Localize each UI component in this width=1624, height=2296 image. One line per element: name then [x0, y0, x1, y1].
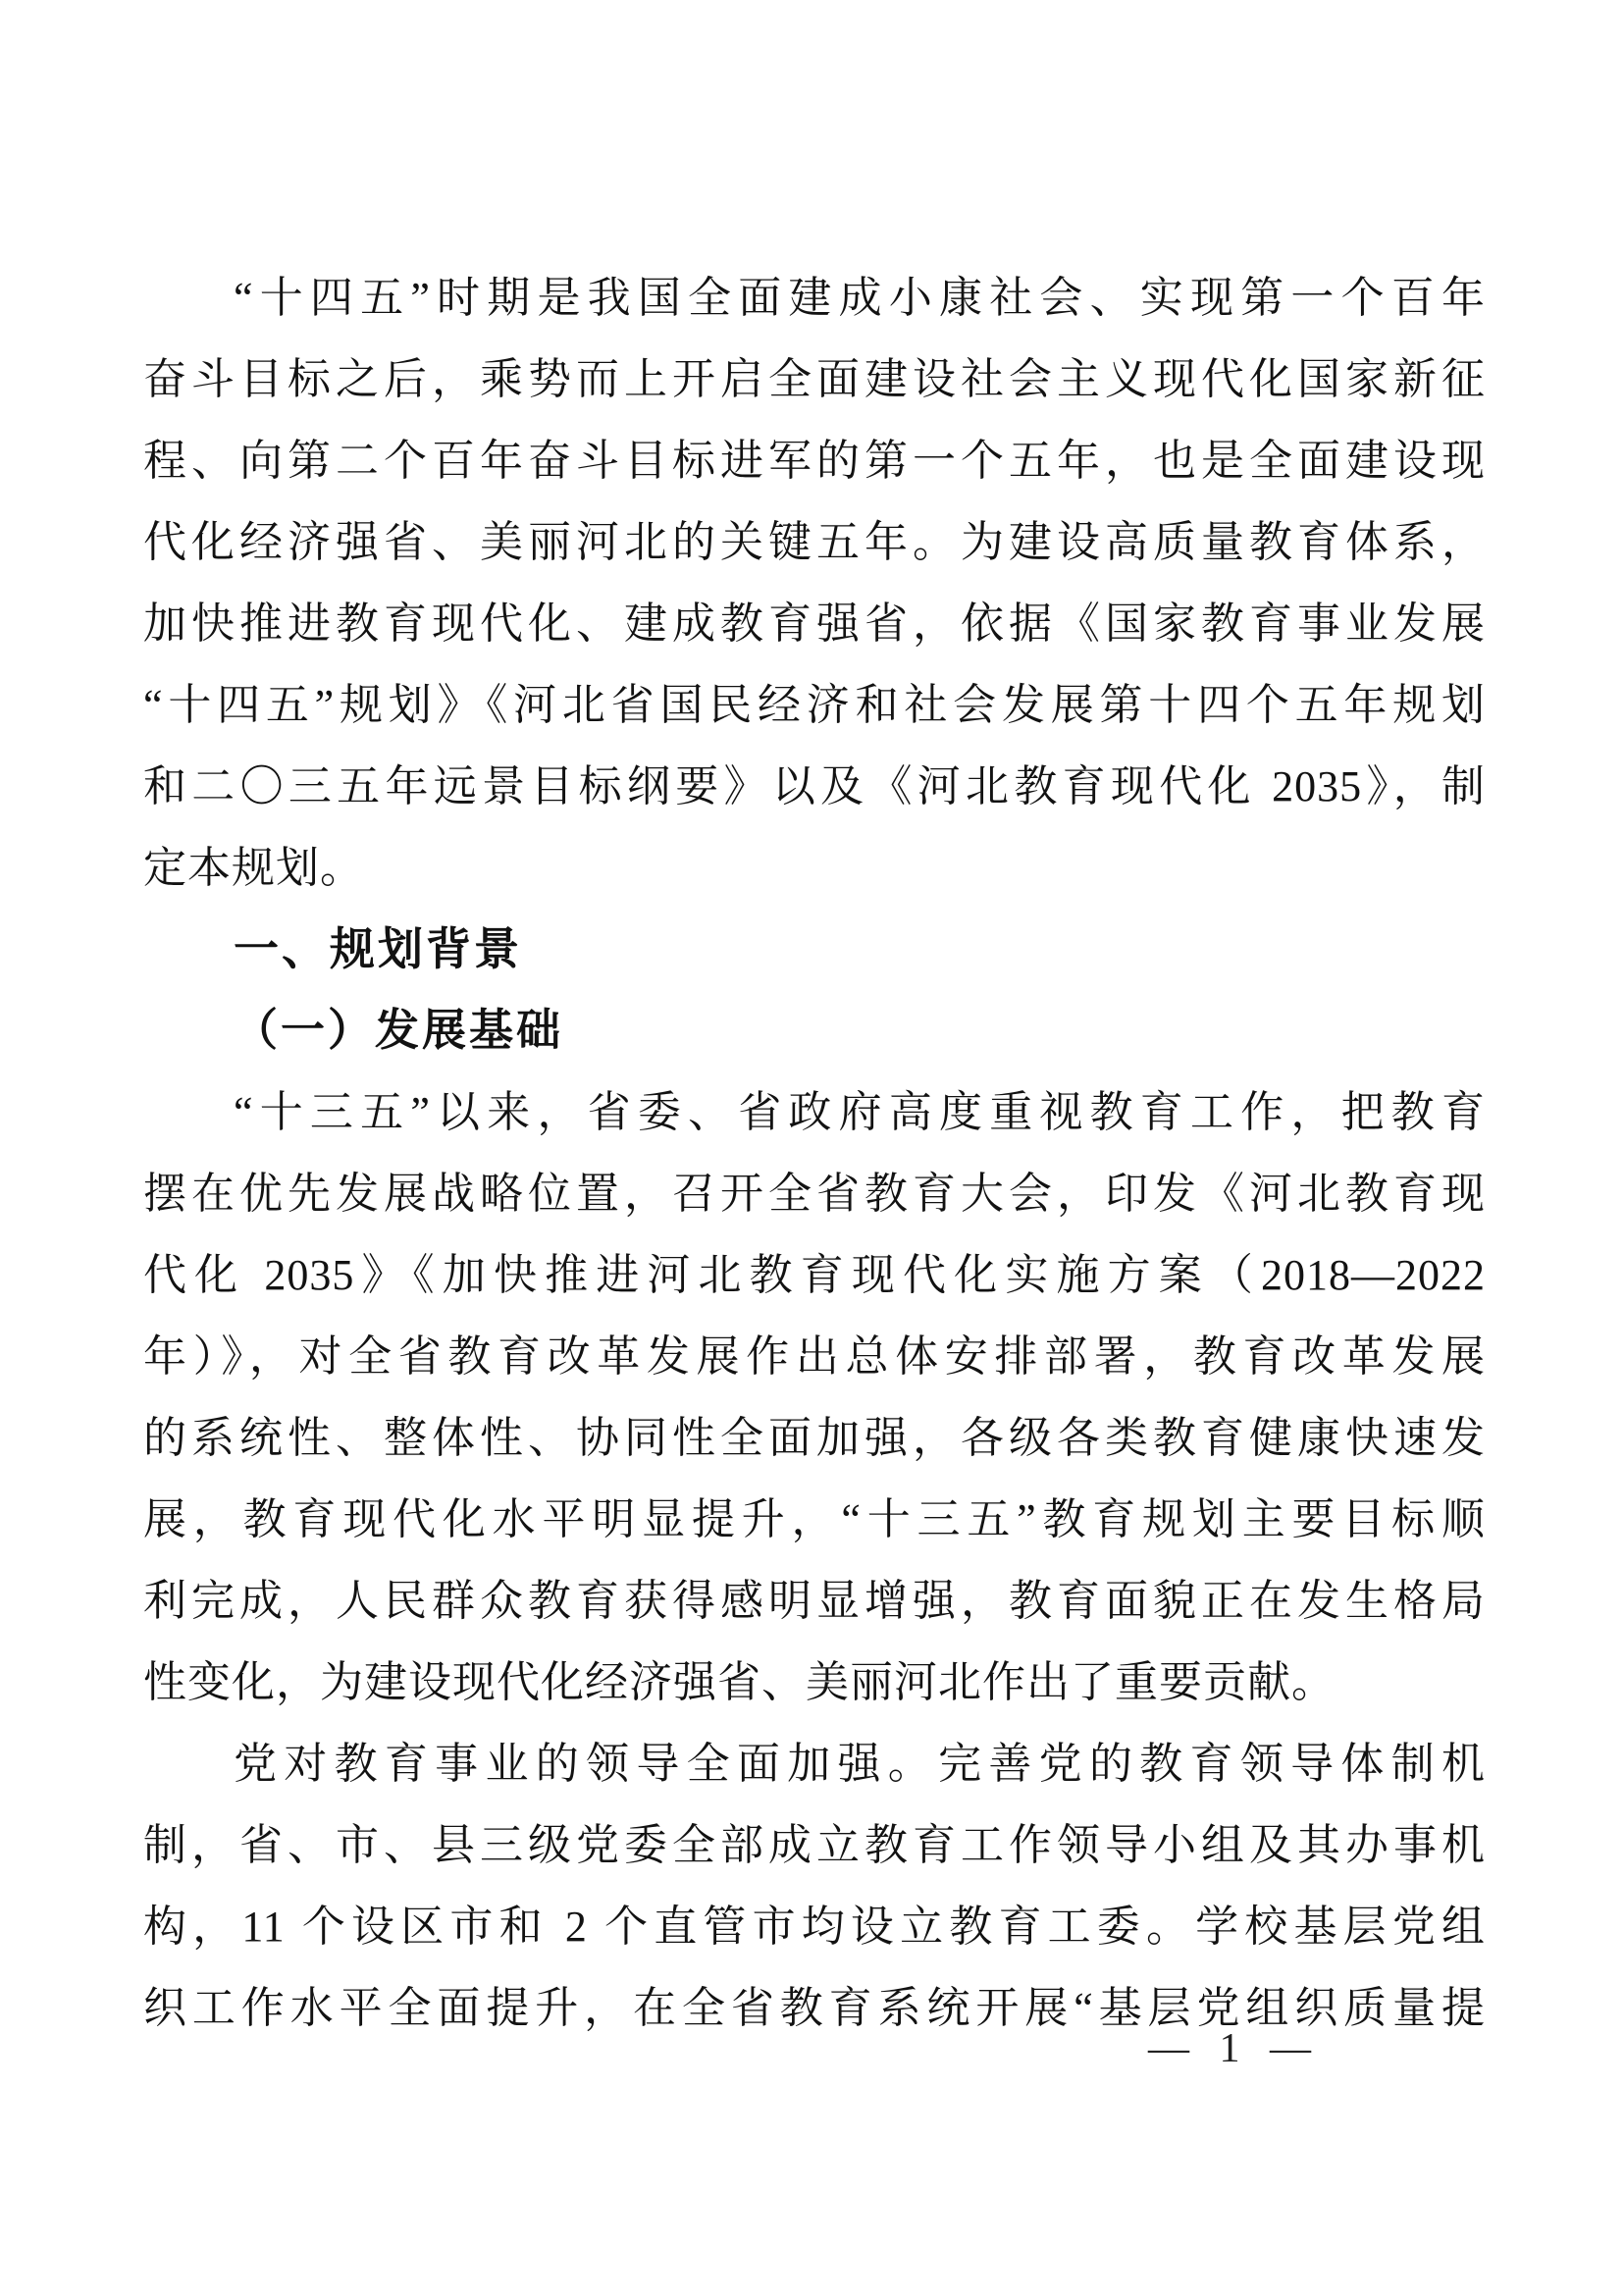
text-line: “十四五”时期是我国全面建成小康社会、实现第一个百年	[234, 274, 1486, 322]
subsection-heading: （一）发展基础	[234, 1006, 564, 1055]
text-line: 性变化，为建设现代化经济强省、美丽河北作出了重要贡献。	[143, 1658, 1336, 1706]
text-line: 代化经济强省、美丽河北的关键五年。为建设高质量教育体系，	[143, 518, 1486, 566]
text-line: 年）》，对全省教育改革发展作出总体安排部署，教育改革发展	[143, 1332, 1486, 1381]
text-line: 摆在优先发展战略位置，召开全省教育大会，印发《河北教育现	[143, 1170, 1486, 1218]
text-line: 利完成，人民群众教育获得感明显增强，教育面貌正在发生格局	[143, 1577, 1486, 1625]
text-line: 加快推进教育现代化、建成教育强省，依据《国家教育事业发展	[143, 600, 1486, 648]
text-line: 党对教育事业的领导全面加强。完善党的教育领导体制机	[234, 1740, 1486, 1788]
text-line: 织工作水平全面提升，在全省教育系统开展“基层党组织质量提	[143, 1984, 1486, 2032]
text-line: 和二〇三五年远景目标纲要》以及《河北教育现代化 2035》，制	[143, 762, 1486, 810]
text-line: 代化 2035》《加快推进河北教育现代化实施方案（2018—2022	[143, 1251, 1486, 1299]
text-line: “十四五”规划》《河北省国民经济和社会发展第十四个五年规划	[143, 681, 1486, 729]
text-line: “十三五”以来，省委、省政府高度重视教育工作，把教育	[234, 1088, 1486, 1136]
text-line: 展，教育现代化水平明显提升，“十三五”教育规划主要目标顺	[143, 1495, 1486, 1543]
text-line: 奋斗目标之后，乘势而上开启全面建设社会主义现代化国家新征	[143, 355, 1486, 403]
text-line: 程、向第二个百年奋斗目标进军的第一个五年，也是全面建设现	[143, 437, 1486, 485]
text-line: 构，11 个设区市和 2 个直管市均设立教育工委。学校基层党组	[143, 1903, 1486, 1951]
text-line: 定本规划。	[143, 844, 364, 892]
page-number: — 1 —	[1148, 2026, 1321, 2071]
text-line: 制，省、市、县三级党委全部成立教育工作领导小组及其办事机	[143, 1821, 1486, 1869]
document-text-block	[143, 257, 1486, 2049]
section-heading: 一、规划背景	[234, 923, 522, 974]
text-line: 的系统性、整体性、协同性全面加强，各级各类教育健康快速发	[143, 1414, 1486, 1462]
